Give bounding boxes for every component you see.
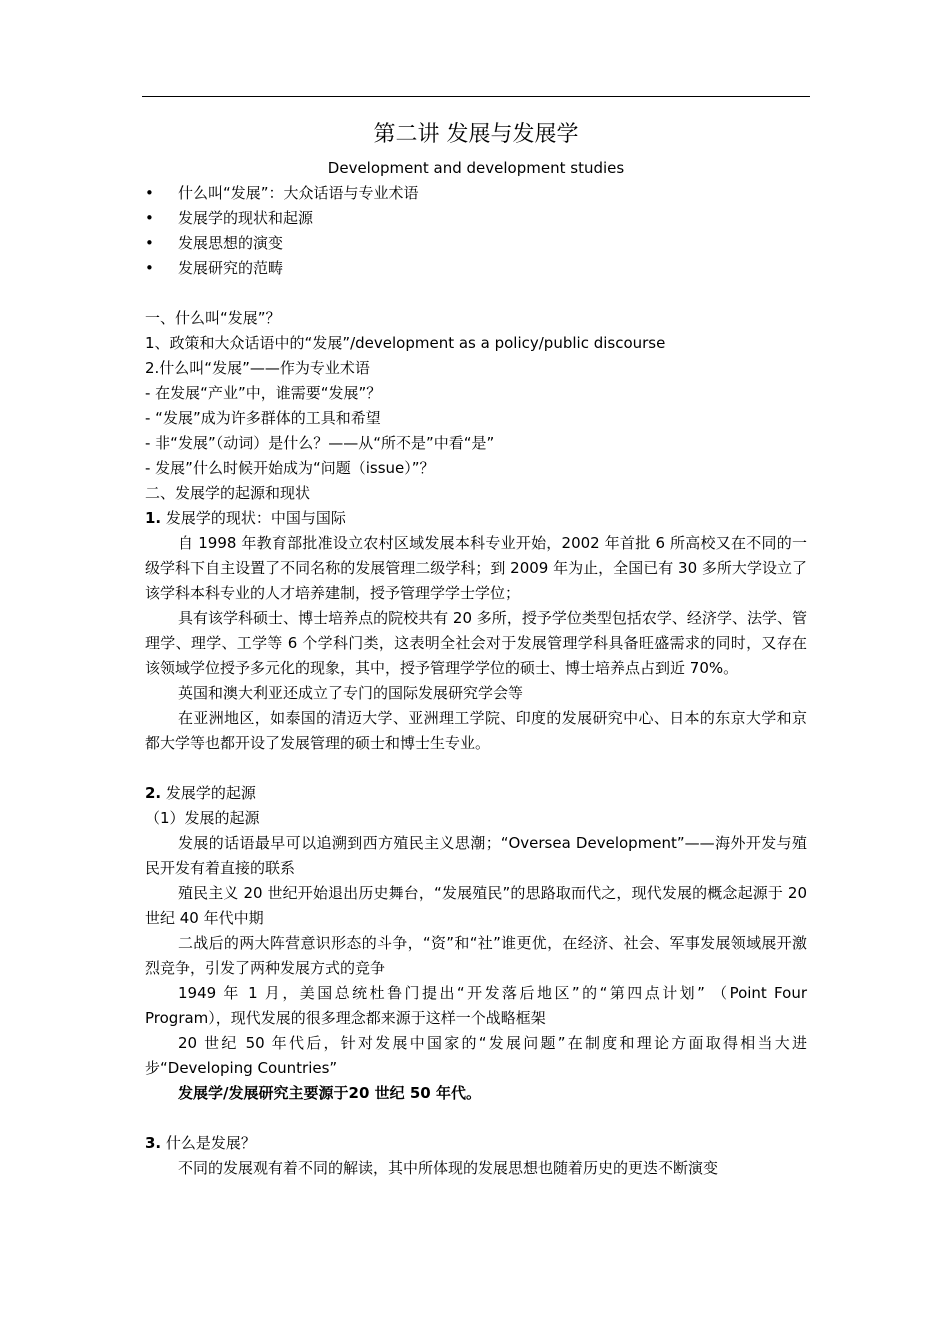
sub-subsection-heading: （1）发展的起源 — [145, 809, 260, 827]
section-2-heading: 二、发展学的起源和现状 — [145, 484, 311, 502]
bullet-icon: • — [145, 209, 154, 227]
paragraph: 二战后的两大阵营意识形态的斗争，“资”和“社”谁更优，在经济、社会、军事发展领域展开激烈竞争，引发了两种发展方式的竞争 — [145, 934, 807, 977]
outline-item: • 什么叫“发展”：大众话语与专业术语 — [145, 181, 807, 206]
bullet-icon: • — [145, 259, 154, 277]
paragraph: 英国和澳大利亚还成立了专门的国际发展研究学会等 — [178, 684, 524, 702]
section-1-line: - 发展”什么时候开始成为“问题（issue）”？ — [145, 459, 435, 477]
page-title: 第二讲 发展与发展学 — [373, 122, 579, 147]
section-1-line: 1、政策和大众话语中的“发展”/development as a policy/public discourse — [145, 334, 666, 352]
paragraph: 自 1998 年教育部批准设立农村区域发展本科专业开始，2002 年首批 6 所高校又在不同的一级学科下自主设置了不同名称的发展管理二级学科；到 2009 年为止，全国已有 30 多所大学设立了该学科本科专业的人才培养建制，授予管理学学士学位； — [145, 534, 807, 602]
paragraph: 不同的发展观有着不同的解读，其中所体现的发展思想也随着历史的更迭不断演变 — [178, 1159, 719, 1177]
outline-item: • 发展学的现状和起源 — [145, 206, 807, 231]
paragraph: 在亚洲地区，如泰国的清迈大学、亚洲理工学院、印度的发展研究中心、日本的东京大学和京都大学等也都开设了发展管理的硕士和博士生专业。 — [145, 709, 807, 752]
bullet-icon: • — [145, 234, 154, 252]
subsection-heading: 3. 什么是发展？ — [145, 1134, 256, 1152]
section-1-line: 2.什么叫“发展”——作为专业术语 — [145, 359, 370, 377]
paragraph: 殖民主义 20 世纪开始退出历史舞台，“发展殖民”的思路取而代之，现代发展的概念起源于 20 世纪 40 年代中期 — [145, 884, 807, 927]
paragraph: 1949 年 1 月，美国总统杜鲁门提出“开发落后地区”的“第四点计划” （Point Four Program），现代发展的很多理念都来源于这样一个战略框架 — [145, 984, 807, 1027]
section-1-line: - “发展”成为许多群体的工具和希望 — [145, 409, 381, 427]
section-1-line: - 在发展“产业”中，谁需要“发展”？ — [145, 384, 382, 402]
page-subtitle: Development and development studies — [327, 159, 625, 177]
bullet-icon: • — [145, 184, 154, 202]
subsection-heading: 1. 发展学的现状：中国与国际 — [145, 509, 346, 527]
paragraph: 具有该学科硕士、博士培养点的院校共有 20 多所，授予学位类型包括农学、经济学、法学、管理学、理学、工学等 6 个学科门类，这表明全社会对于发展管理学科具备旺盛需求的同时，又存在该领域学位授予多元化的现象，其中，授予管理学学位的硕士、博士培养点占到近 70%。 — [145, 609, 807, 677]
paragraph: 20 世纪 50 年代后，针对发展中国家的“发展问题”在制度和理论方面取得相当大进步“Developing Countries” — [145, 1034, 807, 1077]
subsection-heading: 2. 发展学的起源 — [145, 784, 256, 802]
document-body — [145, 118, 807, 1181]
outline-item: • 发展思想的演变 — [145, 231, 807, 256]
section-1-line: - 非“发展”（动词）是什么？——从“所不是”中看“是” — [145, 434, 495, 452]
outline-item: • 发展研究的范畴 — [145, 256, 807, 281]
outline-list — [145, 181, 807, 281]
section-1-heading: 一、什么叫“发展”？ — [145, 309, 281, 327]
paragraph: 发展学/发展研究主要源于20 世纪 50 年代。 — [178, 1084, 481, 1102]
header-rule — [142, 96, 810, 97]
paragraph: 发展的话语最早可以追溯到西方殖民主义思潮；“Oversea Development”——海外开发与殖民开发有着直接的联系 — [145, 834, 807, 877]
